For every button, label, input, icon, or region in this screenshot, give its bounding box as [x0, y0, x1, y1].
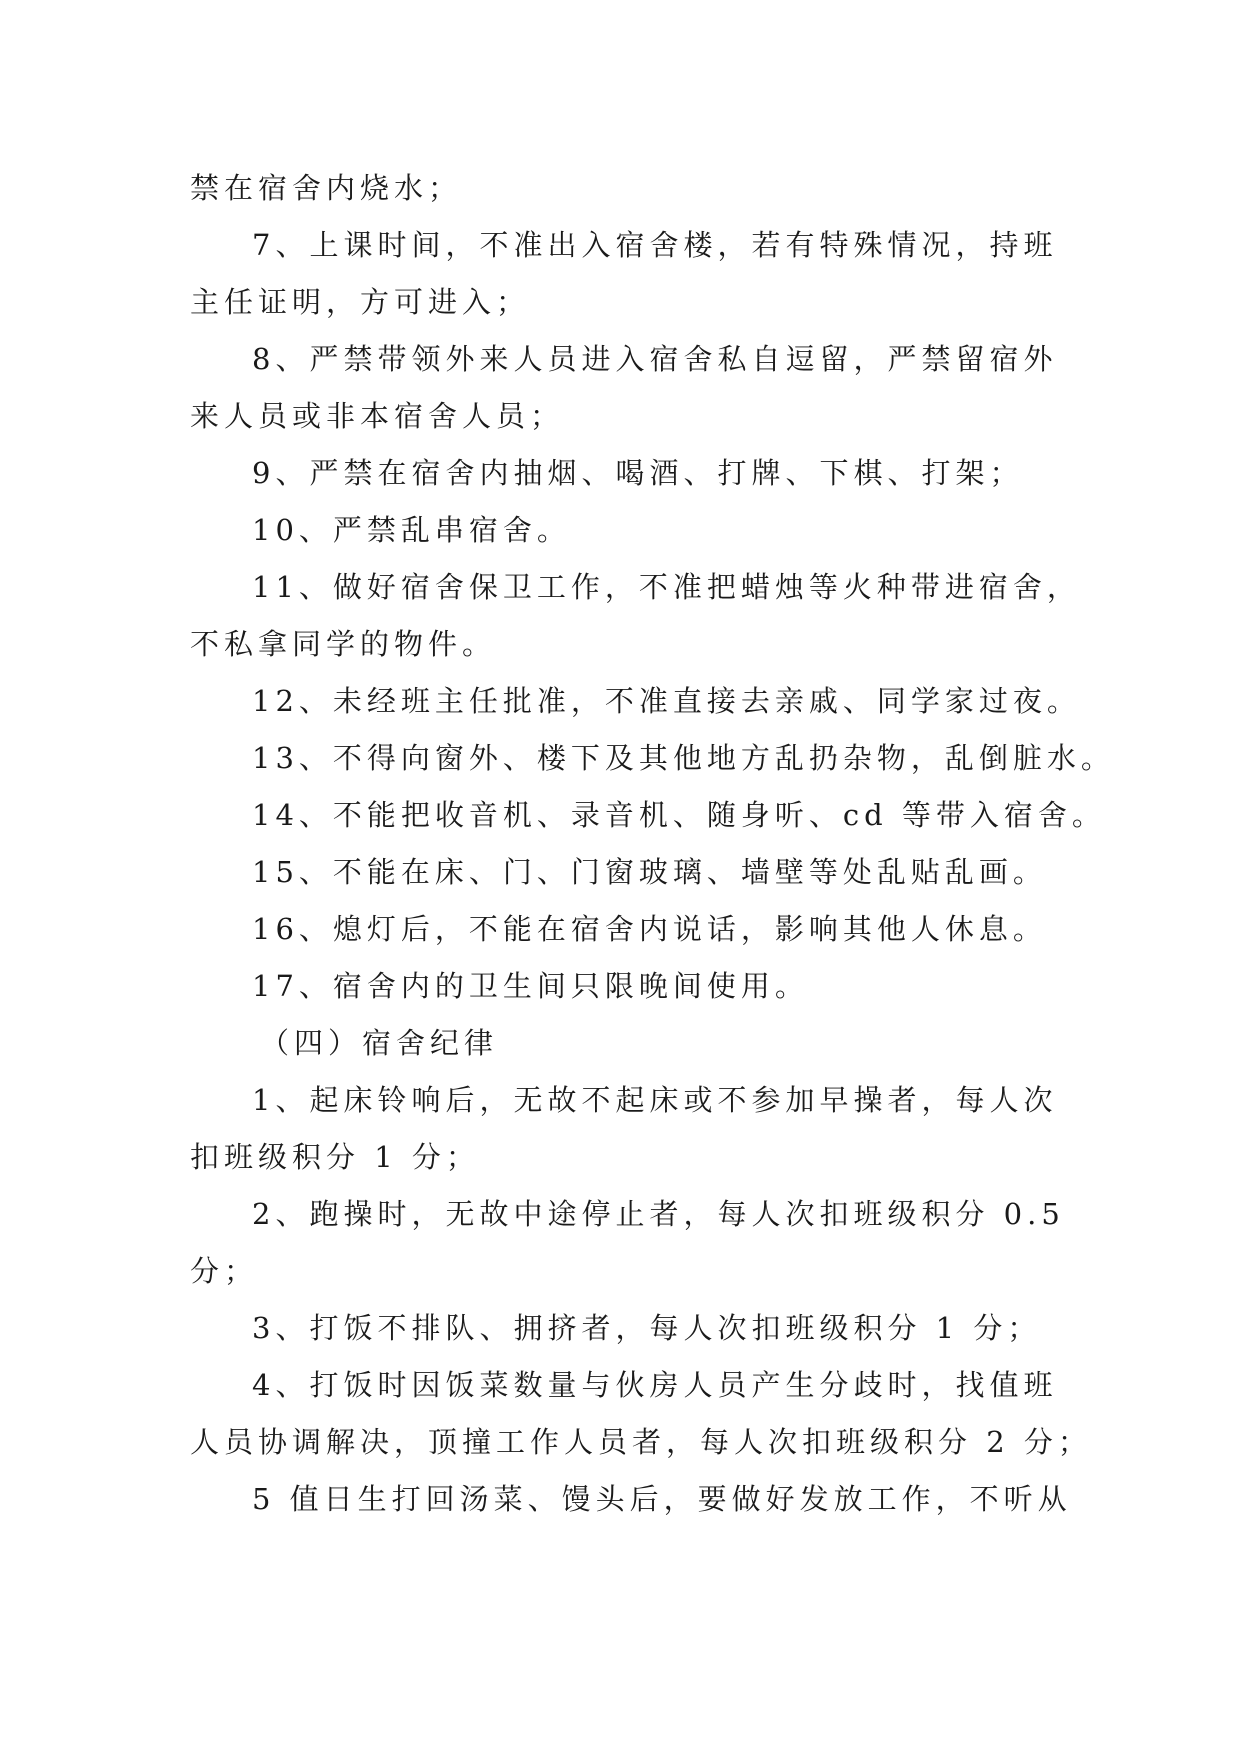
section-heading: （四）宿舍纪律	[260, 1026, 499, 1060]
text-line: 13、不得向窗外、楼下及其他地方乱扔杂物，乱倒脏水。	[252, 741, 1115, 775]
text-line: 14、不能把收音机、录音机、随身听、cd 等带入宿舍。	[252, 798, 1106, 832]
text-line: 7、上课时间，不准出入宿舍楼，若有特殊情况，持班	[252, 228, 1058, 262]
text-line: 2、跑操时，无故中途停止者，每人次扣班级积分 0.5	[252, 1197, 1065, 1231]
text-line: 17、宿舍内的卫生间只限晚间使用。	[252, 969, 809, 1003]
text-line: 16、熄灯后，不能在宿舍内说话，影响其他人休息。	[252, 912, 1047, 946]
text-line: 5 值日生打回汤菜、馒头后，要做好发放工作，不听从	[252, 1482, 1072, 1516]
text-line: 1、起床铃响后，无故不起床或不参加早操者，每人次	[252, 1083, 1058, 1117]
text-line: 3、打饭不排队、拥挤者，每人次扣班级积分 1 分；	[252, 1311, 1042, 1345]
text-line: 4、打饭时因饭菜数量与伙房人员产生分歧时，找值班	[252, 1368, 1058, 1402]
text-line: 9、严禁在宿舍内抽烟、喝酒、打牌、下棋、打架；	[252, 456, 1024, 490]
text-line: 主任证明，方可进入；	[190, 285, 531, 319]
text-line: 10、严禁乱串宿舍。	[252, 513, 571, 547]
text-line: 11、做好宿舍保卫工作，不准把蜡烛等火种带进宿舍，	[252, 570, 1081, 604]
text-line: 人员协调解决，顶撞工作人员者，每人次扣班级积分 2 分；	[190, 1425, 1092, 1459]
text-line: 8、严禁带领外来人员进入宿舍私自逗留，严禁留宿外	[252, 342, 1058, 376]
text-line: 来人员或非本宿舍人员；	[190, 399, 565, 433]
text-line: 15、不能在床、门、门窗玻璃、墙壁等处乱贴乱画。	[252, 855, 1047, 889]
text-line: 不私拿同学的物件。	[190, 627, 497, 661]
text-line: 12、未经班主任批准，不准直接去亲戚、同学家过夜。	[252, 684, 1081, 718]
text-line: 扣班级积分 1 分；	[190, 1140, 480, 1174]
text-line: 禁在宿舍内烧水；	[190, 171, 463, 205]
text-line: 分；	[190, 1254, 259, 1288]
